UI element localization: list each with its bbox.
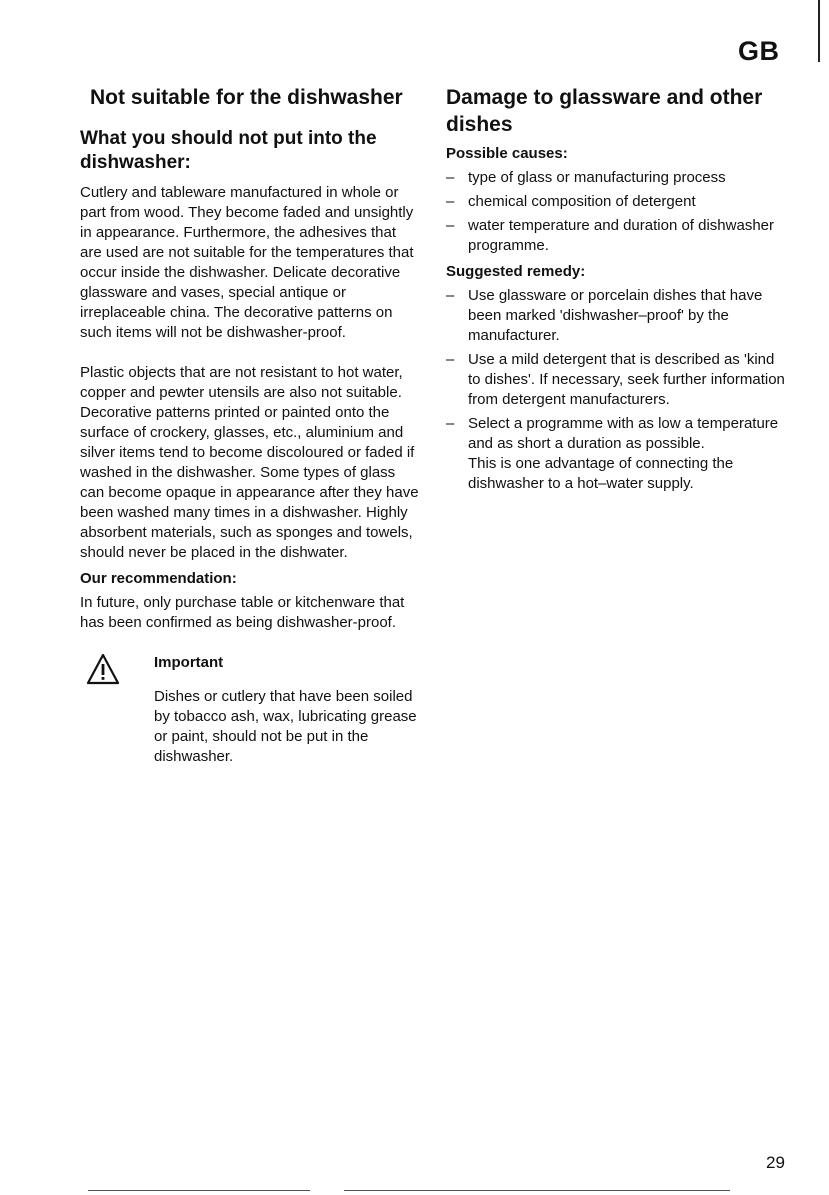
cause-text: type of glass or manufacturing process xyxy=(468,169,726,186)
recommendation-heading: Our recommendation: xyxy=(80,570,237,587)
remedy-text: Use glassware or porcelain dishes that have been marked 'dishwasher–proof' by the manufacturer. xyxy=(468,287,763,344)
important-title: Important xyxy=(154,654,224,671)
section-title-not-suitable: Not suitable for the dishwasher xyxy=(90,86,403,109)
subheading-what-not-to-put: What you should not put into the dishwasher: xyxy=(80,128,377,173)
suggested-remedy-heading: Suggested remedy: xyxy=(446,263,586,280)
cause-text: water temperature and duration of dishwasher programme. xyxy=(468,217,775,254)
important-notice xyxy=(80,653,420,767)
language-code: GB xyxy=(738,36,780,66)
dash-bullet: – xyxy=(446,193,455,210)
dash-bullet: – xyxy=(446,415,455,432)
edge-bar xyxy=(818,0,820,62)
list-item xyxy=(446,286,786,346)
dash-bullet: – xyxy=(446,287,455,304)
paragraph-plastic-objects: Plastic objects that are not resistant to hot water, copper and pewter utensils are also not suitable. Decorative patterns printed or painted onto the surface of crockery, glasses, etc., aluminium and silver items tend to become discoloured or faded if washed in the dishwasher. Some types of glass can become opaque in appearance after they have been washed many times in a dishwasher. Highly absorbent materials, such as sponges and towels, should never be placed in the dishwater. xyxy=(80,364,419,561)
list-item xyxy=(446,414,786,494)
list-item xyxy=(446,192,786,212)
recommendation-text: In future, only purchase table or kitchenware that has been confirmed as being dishwasher-proof. xyxy=(80,594,405,631)
possible-causes-list xyxy=(446,168,786,256)
list-item xyxy=(446,216,786,256)
right-column xyxy=(446,84,786,498)
list-item xyxy=(446,168,786,188)
section-title-damage-glassware: Damage to glassware and other dishes xyxy=(446,86,763,136)
warning-triangle-icon xyxy=(86,653,120,685)
possible-causes-heading: Possible causes: xyxy=(446,145,568,162)
list-item xyxy=(446,350,786,410)
remedy-text: Select a programme with as low a temperature and as short a duration as possible. This is one advantage of connecting the dishwasher to a hot–water supply. xyxy=(468,415,779,492)
important-text: Dishes or cutlery that have been soiled by tobacco ash, wax, lubricating grease or paint, should not be put in the dishwasher. xyxy=(154,688,417,765)
dash-bullet: – xyxy=(446,169,455,186)
dash-bullet: – xyxy=(446,351,455,368)
dash-bullet: – xyxy=(446,217,455,234)
bottom-rule xyxy=(344,1190,730,1191)
bottom-rule xyxy=(88,1190,310,1191)
paragraph-wood-cutlery: Cutlery and tableware manufactured in whole or part from wood. They become faded and unsightly in appearance. Furthermore, the adhesives that are used are not suitable for the temperatures that occur inside the dishwasher. Delicate decorative glassware and vases, special antique or irreplaceable china. The decorative patterns on such items will not be dishwasher-proof. xyxy=(80,184,414,341)
suggested-remedy-list xyxy=(446,286,786,494)
left-column xyxy=(80,84,420,767)
cause-text: chemical composition of detergent xyxy=(468,193,696,210)
remedy-text: Use a mild detergent that is described as 'kind to dishes'. If necessary, seek further information from detergent manufacturers. xyxy=(468,351,785,408)
page-number: 29 xyxy=(766,1153,785,1172)
